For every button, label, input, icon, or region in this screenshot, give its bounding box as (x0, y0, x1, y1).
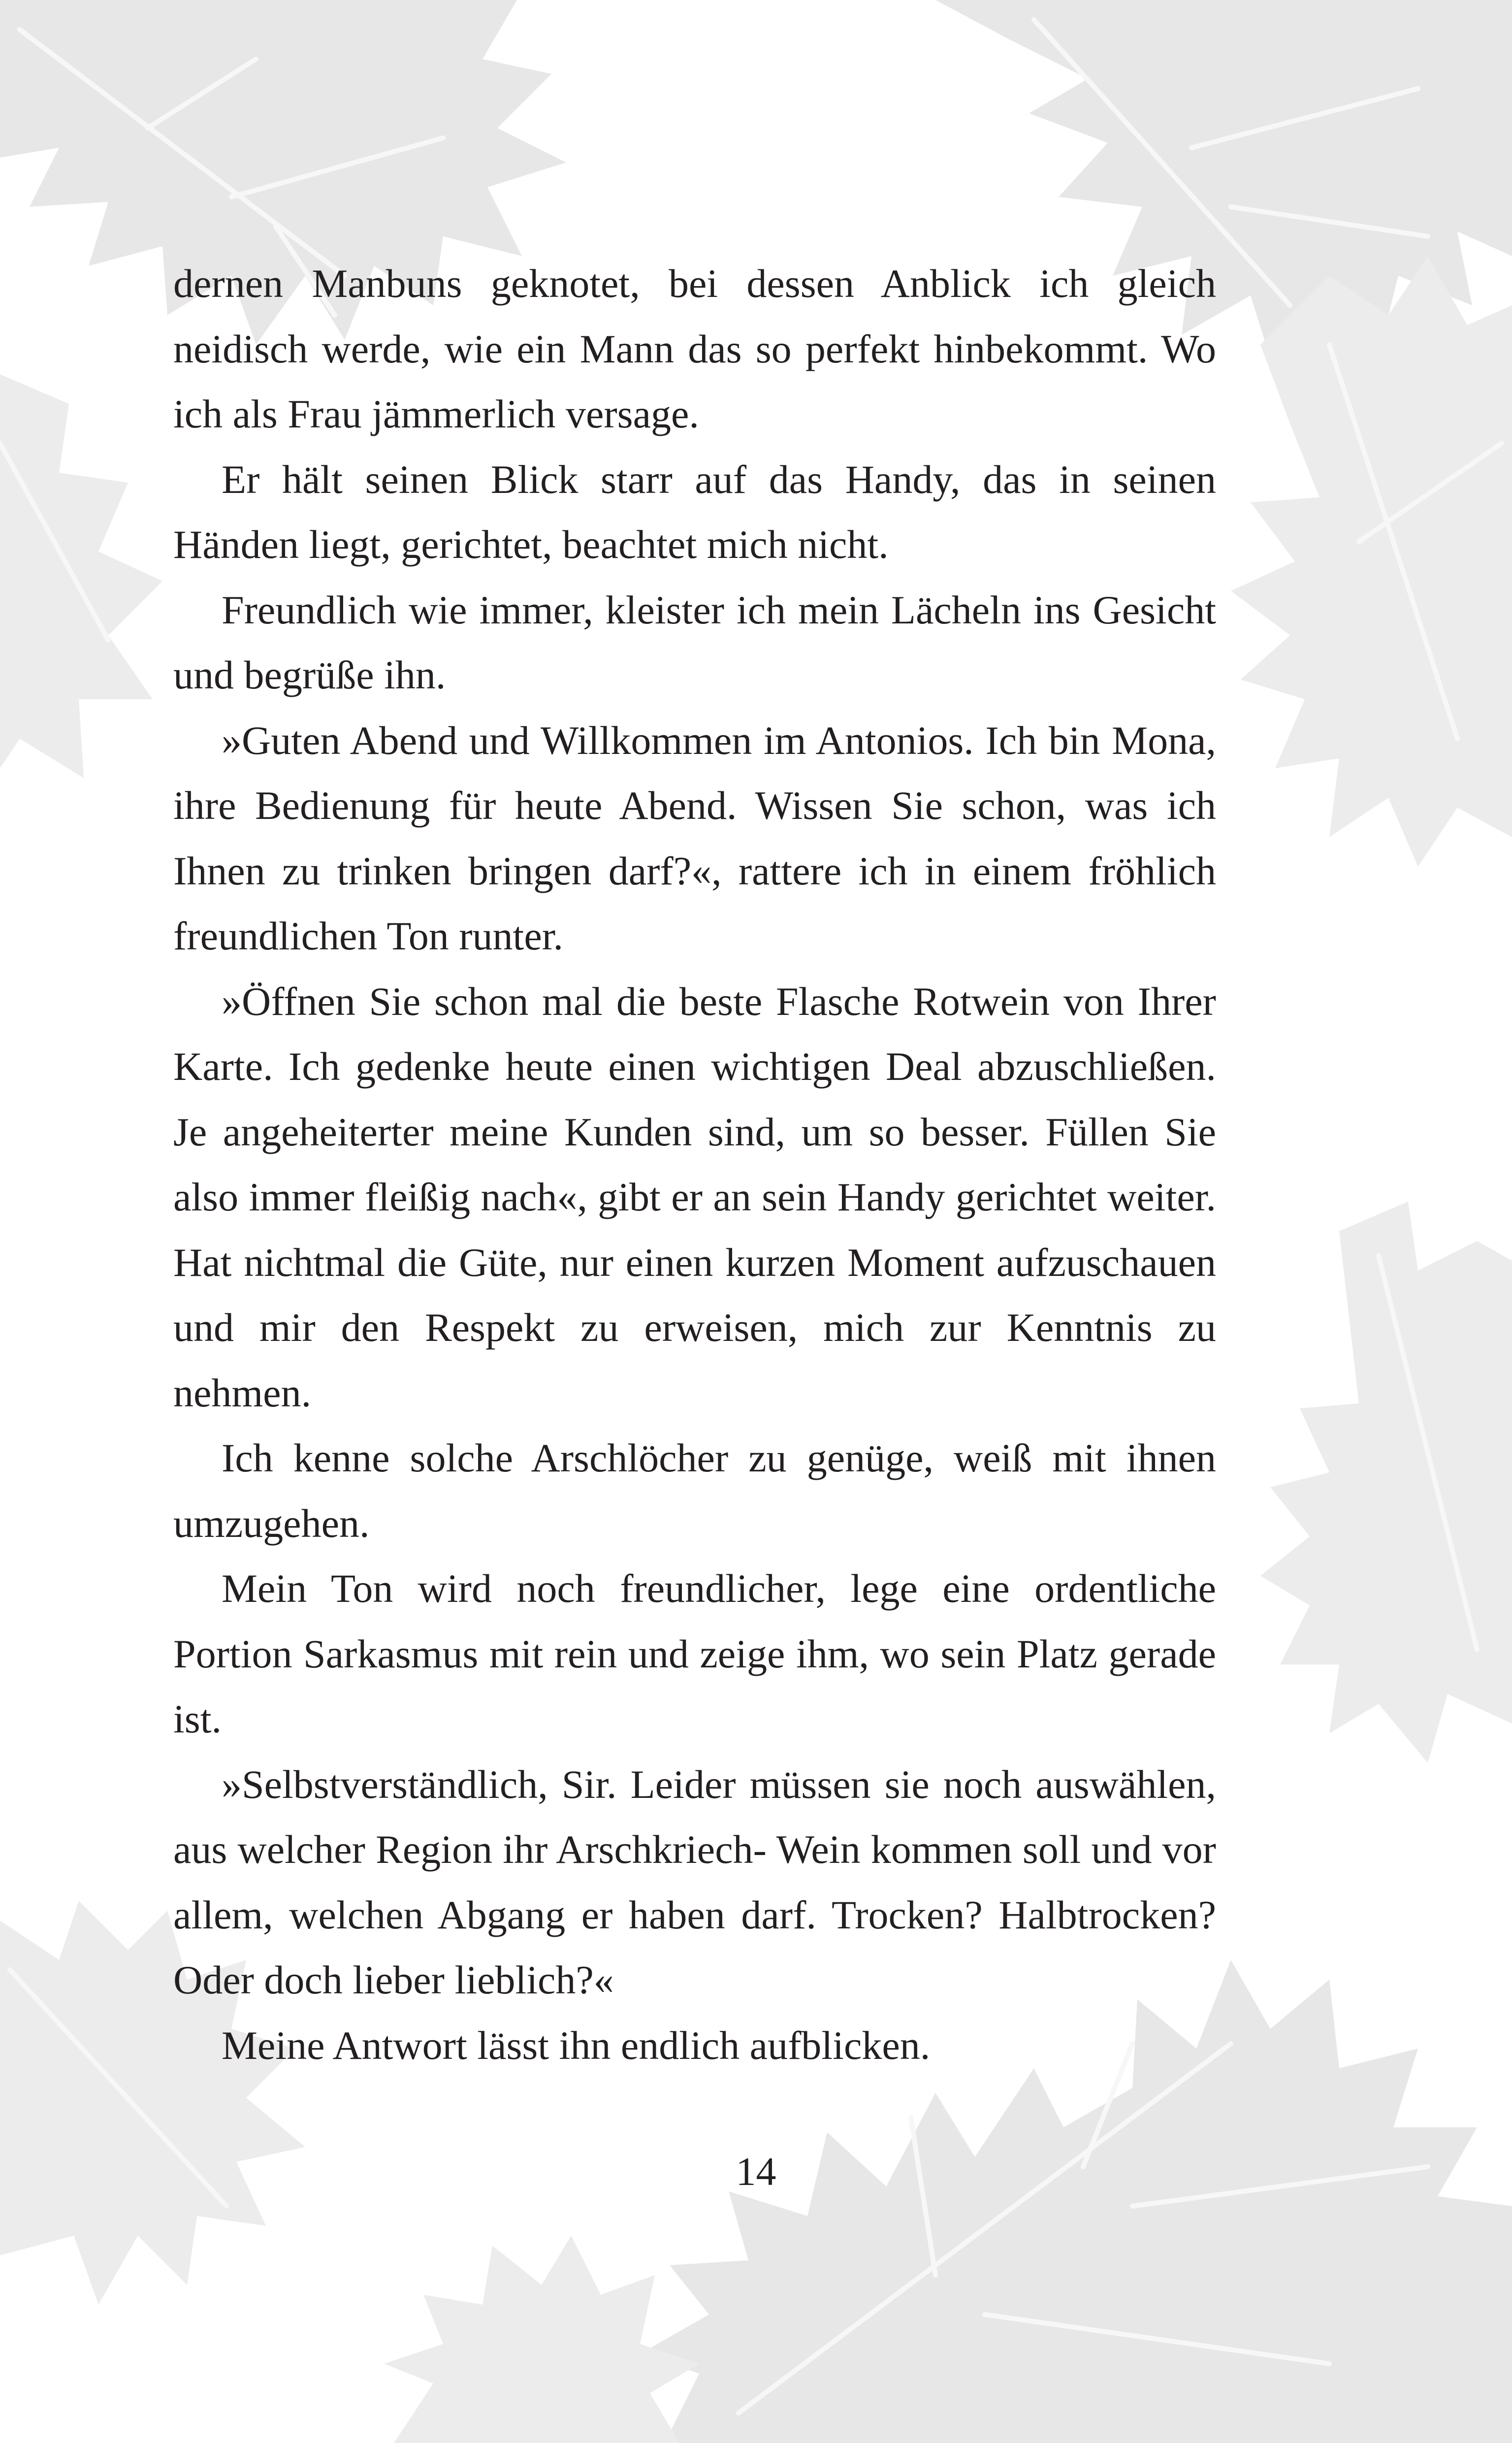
maple-leaf-right-upper (1231, 256, 1512, 867)
paragraph-3: Freundlich wie immer, kleister ich mein Lächeln ins Gesicht und begrüße ihn. (173, 587, 1216, 697)
page-number: 14 (736, 2149, 776, 2194)
paragraph-8: »Selbstverständlich, Sir. Leider müssen sie noch auswählen, aus welcher Region ihr Arschkriech- Wein kommen soll und vor allem, welchen Abgang er haben darf. Trocken? Halbtrocken? Oder doch lieber lieblich?« (173, 1761, 1216, 2002)
paragraph-7: Mein Ton wird noch freundlicher, lege eine ordentliche Portion Sarkasmus mit rein und zeige ihm, wo sein Platz gerade ist. (173, 1566, 1216, 1741)
paragraph-5: »Öffnen Sie schon mal die beste Flasche Rotwein von Ihrer Karte. Ich gedenke heute einen wichtigen Deal abzuschließen. Je angeheiterter meine Kunden sind, um so besser. Füllen Sie also immer fleißig nach«, gibt er an sein Handy gerichtet weiter. Hat nichtmal die Güte, nur einen kurzen Moment aufzuschauen und mir den Respekt zu erweisen, mich zur Kenntnis zu nehmen. (173, 978, 1216, 1415)
paragraph-1: dernen Manbuns geknotet, bei dessen Anblick ich gleich neidisch werde, wie ein Mann das so perfekt hinbekommt. Wo ich als Frau jämmerlich versage. (173, 261, 1216, 436)
paragraph-6: Ich kenne solche Arschlöcher zu genüge, weiß mit ihnen umzugehen. (173, 1435, 1216, 1546)
paragraph-2: Er hält seinen Blick starr auf das Handy, das in seinen Händen liegt, gerichtet, beachtet mich nicht. (173, 456, 1216, 567)
maple-leaf-bottom-center (384, 2236, 699, 2443)
paragraph-4: »Guten Abend und Willkommen im Antonios. Ich bin Mona, ihre Bedienung für heute Abend. Wissen Sie schon, was ich Ihnen zu trinken bringen darf?«, rattere ich in einem fröhlich freundlichen Ton runter. (173, 717, 1216, 958)
maple-leaf-left-middle (0, 374, 162, 778)
body-text (173, 251, 1216, 2078)
maple-leaf-right-middle (1260, 1202, 1512, 1763)
paragraph-9: Meine Antwort lässt ihn endlich aufblicken. (222, 2022, 931, 2068)
